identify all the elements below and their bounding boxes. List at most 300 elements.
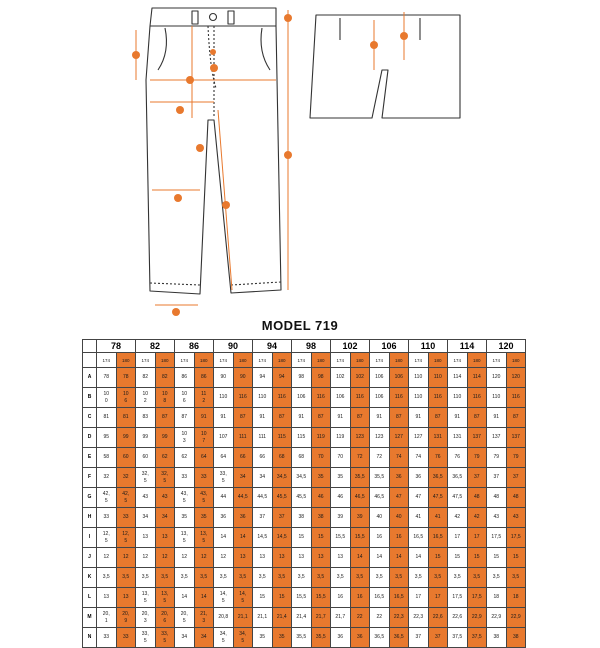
table-cell: 17 <box>428 588 448 608</box>
height-header-cell: 180 <box>155 353 175 368</box>
table-cell: 20, 9 <box>116 608 136 628</box>
height-header-cell: 174 <box>136 353 156 368</box>
table-cell: 102 <box>331 368 351 388</box>
measure-marker <box>174 194 182 202</box>
table-row <box>83 368 526 388</box>
row-label: E <box>83 448 97 468</box>
table-cell: 14, 5 <box>214 588 234 608</box>
table-cell: 3,5 <box>370 568 390 588</box>
row-label: H <box>83 508 97 528</box>
table-cell: 110 <box>409 368 429 388</box>
table-cell: 35 <box>272 628 292 648</box>
table-cell: 46 <box>311 488 331 508</box>
table-cell: 3,5 <box>389 568 409 588</box>
table-cell: 46,5 <box>370 488 390 508</box>
table-cell: 44 <box>214 488 234 508</box>
table-cell: 36 <box>214 508 234 528</box>
table-cell: 32, 5 <box>155 468 175 488</box>
row-label: D <box>83 428 97 448</box>
table-row <box>83 608 526 628</box>
table-cell: 20, 3 <box>136 608 156 628</box>
table-cell: 38 <box>311 508 331 528</box>
table-cell: 33 <box>175 468 195 488</box>
table-cell: 13, 5 <box>136 588 156 608</box>
table-cell: 91 <box>448 408 468 428</box>
table-cell: 36 <box>331 628 351 648</box>
table-cell: 18 <box>506 588 526 608</box>
table-cell: 14 <box>233 528 253 548</box>
row-label: K <box>83 568 97 588</box>
table-row <box>83 468 526 488</box>
table-cell: 13 <box>155 528 175 548</box>
height-header-cell: 180 <box>272 353 292 368</box>
table-cell: 87 <box>350 408 370 428</box>
table-cell: 81 <box>116 408 136 428</box>
table-cell: 3,5 <box>428 568 448 588</box>
table-cell: 36 <box>233 508 253 528</box>
table-cell: 17,5 <box>506 528 526 548</box>
table-cell: 68 <box>272 448 292 468</box>
table-cell: 110 <box>214 388 234 408</box>
table-cell: 47 <box>389 488 409 508</box>
table-cell: 17 <box>467 528 487 548</box>
table-cell: 35 <box>311 468 331 488</box>
table-cell: 37 <box>272 508 292 528</box>
measure-marker <box>176 106 184 114</box>
table-cell: 16 <box>331 588 351 608</box>
table-cell: 102 <box>350 368 370 388</box>
size-header-cell: 114 <box>448 340 487 353</box>
table-cell: 87 <box>233 408 253 428</box>
table-cell: 33 <box>116 508 136 528</box>
left-pocket <box>158 28 166 70</box>
table-cell: 22 <box>350 608 370 628</box>
table-cell: 21, 3 <box>194 608 214 628</box>
row-label: A <box>83 368 97 388</box>
table-cell: 21,7 <box>331 608 351 628</box>
table-cell: 21,7 <box>311 608 331 628</box>
table-cell: 106 <box>331 388 351 408</box>
table-cell: 14 <box>389 548 409 568</box>
table-cell: 98 <box>311 368 331 388</box>
table-cell: 36,5 <box>448 468 468 488</box>
corner-cell <box>83 340 97 353</box>
table-row <box>83 408 526 428</box>
size-header-cell: 94 <box>253 340 292 353</box>
table-cell: 39 <box>350 508 370 528</box>
table-cell: 36,5 <box>370 628 390 648</box>
table-cell: 81 <box>97 408 117 428</box>
row-label: F <box>83 468 97 488</box>
table-cell: 91 <box>292 408 312 428</box>
table-cell: 35 <box>331 468 351 488</box>
table-cell: 20, 1 <box>97 608 117 628</box>
table-cell: 15 <box>448 548 468 568</box>
table-cell: 10 6 <box>175 388 195 408</box>
table-cell: 34 <box>194 628 214 648</box>
table-cell: 12 <box>214 548 234 568</box>
left-hem <box>150 283 200 285</box>
garment-measurement-diagram <box>0 0 600 320</box>
table-cell: 12, 5 <box>116 528 136 548</box>
table-cell: 13 <box>253 548 273 568</box>
table-cell: 79 <box>506 448 526 468</box>
table-cell: 13 <box>116 588 136 608</box>
table-cell: 74 <box>409 448 429 468</box>
table-cell: 106 <box>370 368 390 388</box>
table-cell: 35,5 <box>311 628 331 648</box>
table-cell: 3,5 <box>155 568 175 588</box>
table-cell: 32 <box>97 468 117 488</box>
table-cell: 14 <box>350 548 370 568</box>
table-row <box>83 388 526 408</box>
row-label: B <box>83 388 97 408</box>
table-cell: 87 <box>272 408 292 428</box>
table-cell: 91 <box>409 408 429 428</box>
row-label: G <box>83 488 97 508</box>
height-header-cell: 174 <box>292 353 312 368</box>
table-cell: 111 <box>233 428 253 448</box>
height-header-cell: 174 <box>370 353 390 368</box>
height-header-cell: 180 <box>194 353 214 368</box>
table-cell: 12 <box>97 548 117 568</box>
table-cell: 34, 5 <box>233 628 253 648</box>
table-cell: 3,5 <box>487 568 507 588</box>
table-cell: 34 <box>136 508 156 528</box>
table-cell: 91 <box>331 408 351 428</box>
table-cell: 17,5 <box>467 588 487 608</box>
table-cell: 137 <box>467 428 487 448</box>
height-header-cell: 174 <box>331 353 351 368</box>
measure-marker <box>210 49 216 55</box>
belt-loop <box>228 11 234 24</box>
table-cell: 62 <box>155 448 175 468</box>
table-cell: 62 <box>175 448 195 468</box>
table-cell: 79 <box>467 448 487 468</box>
measure-marker <box>210 64 218 72</box>
table-cell: 48 <box>506 488 526 508</box>
table-cell: 3,5 <box>116 568 136 588</box>
table-cell: 87 <box>428 408 448 428</box>
height-header-cell: 180 <box>233 353 253 368</box>
table-cell: 120 <box>506 368 526 388</box>
table-cell: 37,5 <box>467 628 487 648</box>
table-cell: 16 <box>389 528 409 548</box>
row-label: N <box>83 628 97 648</box>
table-row <box>83 528 526 548</box>
table-cell: 110 <box>428 368 448 388</box>
table-cell: 13 <box>272 548 292 568</box>
table-cell: 10 6 <box>116 388 136 408</box>
table-cell: 17,5 <box>448 588 468 608</box>
table-cell: 137 <box>487 428 507 448</box>
table-cell: 86 <box>194 368 214 388</box>
table-cell: 46,5 <box>350 488 370 508</box>
table-cell: 12 <box>194 548 214 568</box>
table-cell: 83 <box>136 408 156 428</box>
table-cell: 82 <box>155 368 175 388</box>
table-cell: 3,5 <box>331 568 351 588</box>
table-cell: 127 <box>389 428 409 448</box>
table-row <box>83 628 526 648</box>
table-cell: 3,5 <box>175 568 195 588</box>
table-cell: 36 <box>409 468 429 488</box>
table-cell: 35,5 <box>292 628 312 648</box>
table-cell: 14 <box>175 588 195 608</box>
table-cell: 20, 6 <box>155 608 175 628</box>
table-cell: 116 <box>272 388 292 408</box>
height-header-cell: 174 <box>253 353 273 368</box>
table-cell: 116 <box>428 388 448 408</box>
table-cell: 72 <box>350 448 370 468</box>
table-cell: 116 <box>311 388 331 408</box>
table-cell: 46 <box>331 488 351 508</box>
table-cell: 21,4 <box>292 608 312 628</box>
height-header-cell: 180 <box>311 353 331 368</box>
table-cell: 33 <box>194 468 214 488</box>
table-cell: 45,5 <box>272 488 292 508</box>
table-cell: 47 <box>409 488 429 508</box>
table-cell: 15 <box>311 528 331 548</box>
table-cell: 3,5 <box>233 568 253 588</box>
table-cell: 15,5 <box>292 588 312 608</box>
table-cell: 74 <box>389 448 409 468</box>
table-row <box>83 568 526 588</box>
table-cell: 116 <box>389 388 409 408</box>
table-cell: 106 <box>389 368 409 388</box>
table-cell: 21,1 <box>233 608 253 628</box>
table-cell: 32, 5 <box>136 468 156 488</box>
table-cell: 36,5 <box>389 628 409 648</box>
height-header-cell: 180 <box>350 353 370 368</box>
table-cell: 37 <box>487 468 507 488</box>
table-cell: 123 <box>350 428 370 448</box>
table-cell: 22,6 <box>448 608 468 628</box>
table-cell: 123 <box>370 428 390 448</box>
table-cell: 131 <box>448 428 468 448</box>
table-cell: 13 <box>311 548 331 568</box>
corner-cell <box>83 353 97 368</box>
table-cell: 110 <box>487 388 507 408</box>
table-cell: 12 <box>175 548 195 568</box>
table-cell: 3,5 <box>292 568 312 588</box>
table-cell: 13, 5 <box>175 528 195 548</box>
table-cell: 37 <box>428 628 448 648</box>
table-cell: 87 <box>467 408 487 428</box>
table-cell: 38 <box>487 628 507 648</box>
size-chart-table <box>82 339 526 648</box>
table-cell: 94 <box>272 368 292 388</box>
height-header-cell: 180 <box>467 353 487 368</box>
belt-loop <box>192 11 198 24</box>
table-cell: 91 <box>487 408 507 428</box>
table-cell: 20,8 <box>214 608 234 628</box>
table-cell: 48 <box>487 488 507 508</box>
table-cell: 91 <box>370 408 390 428</box>
table-cell: 33 <box>116 628 136 648</box>
table-cell: 70 <box>331 448 351 468</box>
table-cell: 15,5 <box>311 588 331 608</box>
table-cell: 37 <box>467 468 487 488</box>
table-cell: 20, 5 <box>175 608 195 628</box>
table-cell: 87 <box>155 408 175 428</box>
table-cell: 58 <box>97 448 117 468</box>
measure-marker <box>196 144 204 152</box>
table-cell: 91 <box>194 408 214 428</box>
right-hem <box>231 282 281 285</box>
table-cell: 3,5 <box>350 568 370 588</box>
table-cell: 33 <box>97 628 117 648</box>
table-cell: 60 <box>136 448 156 468</box>
table-cell: 34,5 <box>272 468 292 488</box>
size-header-cell: 90 <box>214 340 253 353</box>
table-cell: 34 <box>253 468 273 488</box>
table-cell: 14, 5 <box>233 588 253 608</box>
measure-marker <box>370 41 378 49</box>
size-header-cell: 120 <box>487 340 526 353</box>
table-row <box>83 428 526 448</box>
size-header-cell: 110 <box>409 340 448 353</box>
measure-marker <box>400 32 408 40</box>
model-title: MODEL 719 <box>261 318 339 333</box>
measure-line <box>218 110 232 290</box>
row-label: M <box>83 608 97 628</box>
table-cell: 16,5 <box>389 588 409 608</box>
table-cell: 38 <box>292 508 312 528</box>
height-header-cell: 174 <box>448 353 468 368</box>
table-cell: 114 <box>448 368 468 388</box>
fly-stitch <box>208 26 216 88</box>
table-cell: 110 <box>409 388 429 408</box>
table-cell: 47,5 <box>448 488 468 508</box>
table-cell: 60 <box>116 448 136 468</box>
table-cell: 16 <box>370 528 390 548</box>
table-cell: 15 <box>428 548 448 568</box>
table-cell: 106 <box>292 388 312 408</box>
table-cell: 127 <box>409 428 429 448</box>
table-cell: 17 <box>448 528 468 548</box>
size-header-cell: 78 <box>97 340 136 353</box>
table-cell: 12 <box>136 548 156 568</box>
table-cell: 34 <box>155 508 175 528</box>
table-cell: 40 <box>389 508 409 528</box>
table-cell: 43 <box>136 488 156 508</box>
table-cell: 116 <box>467 388 487 408</box>
table-cell: 15 <box>467 548 487 568</box>
size-header-cell: 98 <box>292 340 331 353</box>
size-header-cell: 102 <box>331 340 370 353</box>
table-cell: 14,5 <box>272 528 292 548</box>
table-cell: 34 <box>233 468 253 488</box>
table-cell: 15 <box>506 548 526 568</box>
table-cell: 35 <box>175 508 195 528</box>
table-cell: 87 <box>311 408 331 428</box>
table-cell: 116 <box>233 388 253 408</box>
waist-button <box>210 14 217 21</box>
measure-marker <box>172 308 180 316</box>
table-cell: 32 <box>116 468 136 488</box>
table-cell: 91 <box>214 408 234 428</box>
table-cell: 34 <box>175 628 195 648</box>
table-cell: 10 7 <box>194 428 214 448</box>
table-cell: 115 <box>292 428 312 448</box>
table-cell: 34, 5 <box>214 628 234 648</box>
measure-marker <box>222 201 230 209</box>
table-cell: 38 <box>506 628 526 648</box>
table-cell: 13 <box>233 548 253 568</box>
table-cell: 115 <box>272 428 292 448</box>
table-cell: 43 <box>487 508 507 528</box>
table-cell: 16,5 <box>370 588 390 608</box>
table-cell: 13 <box>331 548 351 568</box>
table-cell: 44,5 <box>233 488 253 508</box>
table-cell: 10 0 <box>97 388 117 408</box>
table-cell: 15,5 <box>350 528 370 548</box>
table-cell: 41 <box>409 508 429 528</box>
table-cell: 13 <box>97 588 117 608</box>
table-cell: 3,5 <box>272 568 292 588</box>
table-cell: 15 <box>272 588 292 608</box>
table-cell: 3,5 <box>253 568 273 588</box>
measure-marker <box>132 51 140 59</box>
table-cell: 94 <box>253 368 273 388</box>
table-cell: 107 <box>214 428 234 448</box>
table-cell: 114 <box>467 368 487 388</box>
table-row <box>83 508 526 528</box>
table-cell: 131 <box>428 428 448 448</box>
table-cell: 39 <box>331 508 351 528</box>
table-cell: 15 <box>292 528 312 548</box>
table-cell: 13 <box>136 528 156 548</box>
table-cell: 90 <box>233 368 253 388</box>
size-header-cell: 86 <box>175 340 214 353</box>
table-cell: 15 <box>253 588 273 608</box>
table-cell: 3,5 <box>194 568 214 588</box>
table-cell: 41 <box>428 508 448 528</box>
table-cell: 12 <box>116 548 136 568</box>
table-cell: 43, 5 <box>194 488 214 508</box>
table-cell: 10 3 <box>175 428 195 448</box>
table-cell: 37 <box>409 628 429 648</box>
table-cell: 87 <box>175 408 195 428</box>
table-cell: 3,5 <box>506 568 526 588</box>
table-cell: 34,5 <box>292 468 312 488</box>
table-cell: 99 <box>136 428 156 448</box>
table-cell: 3,5 <box>448 568 468 588</box>
table-cell: 68 <box>292 448 312 468</box>
table-cell: 82 <box>136 368 156 388</box>
table-row <box>83 588 526 608</box>
table-cell: 43, 5 <box>175 488 195 508</box>
height-header-cell: 180 <box>389 353 409 368</box>
table-cell: 43 <box>506 508 526 528</box>
table-cell: 33, 5 <box>155 628 175 648</box>
table-cell: 42 <box>467 508 487 528</box>
table-cell: 16,5 <box>409 528 429 548</box>
table-cell: 13 <box>292 548 312 568</box>
table-cell: 37 <box>506 468 526 488</box>
table-cell: 15 <box>487 548 507 568</box>
table-cell: 12 <box>155 548 175 568</box>
table-cell: 66 <box>233 448 253 468</box>
table-cell: 70 <box>311 448 331 468</box>
table-cell: 91 <box>253 408 273 428</box>
measure-marker <box>284 151 292 159</box>
table-cell: 43 <box>155 488 175 508</box>
height-header-cell: 180 <box>506 353 526 368</box>
table-cell: 11 2 <box>194 388 214 408</box>
size-header-row <box>83 340 526 353</box>
